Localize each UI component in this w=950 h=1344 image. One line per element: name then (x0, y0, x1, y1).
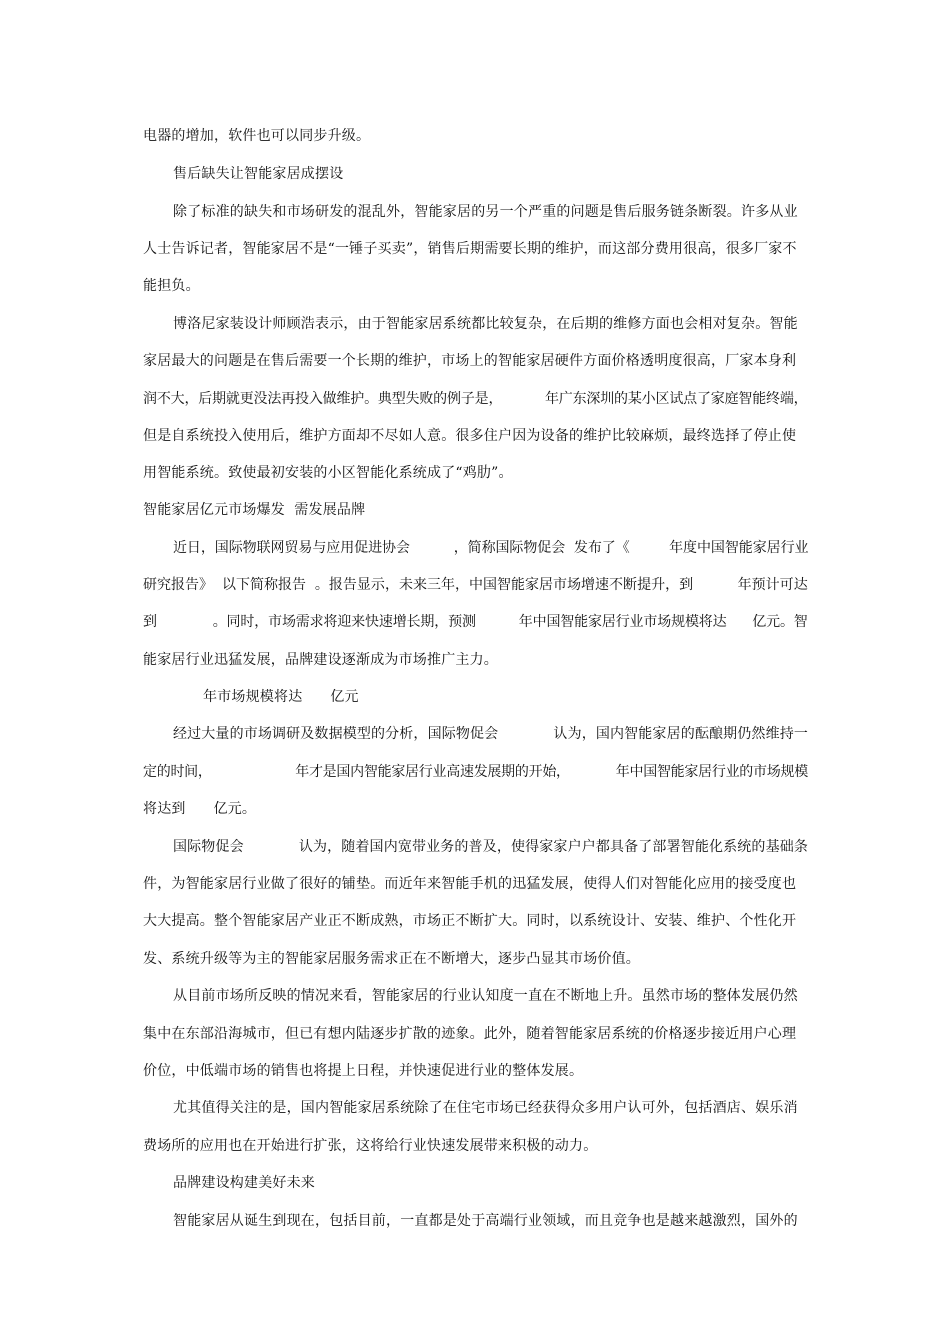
text-line: 能家居行业迅猛发展，品牌建设逐渐成为市场推广主力。 (143, 652, 498, 668)
text-line: 但是自系统投入使用后，维护方面却不尽如人意。很多住户因为设备的维护比较麻烦，最终选择了停止使 (143, 428, 797, 444)
text-line: 定的时间， 年才是国内智能家居行业高速发展期的开始， 年中国智能家居行业的市场规模 (143, 764, 808, 780)
text-line: 将达到 亿元。 (143, 801, 257, 817)
text-line: 人士告诉记者，智能家居不是“一锤子买卖”，销售后期需要长期的维护，而这部分费用很高，很多厂家不 (143, 241, 797, 257)
section-heading: 智能家居亿元市场爆发 需发展品牌 (143, 502, 366, 518)
text-line: 智能家居从诞生到现在，包括目前，一直都是处于高端行业领域，而且竞争也是越来越激烈，国外的 (173, 1213, 798, 1229)
text-line: 家居最大的问题是在售后需要一个长期的维护，市场上的智能家居硬件方面价格透明度很高，厂家本身利 (143, 353, 797, 369)
text-line: 经过大量的市场调研及数据模型的分析，国际物促会 认为，国内智能家居的酝酿期仍然维持一 (173, 726, 808, 742)
section-heading: 年市场规模将达 亿元 (203, 689, 359, 705)
text-line: 润不大，后期就更没法再投入做维护。典型失败的例子是， 年广东深圳的某小区试点了家庭智能终端， (143, 391, 808, 407)
text-line: 尤其值得关注的是，国内智能家居系统除了在住宅市场已经获得众多用户认可外，包括酒店、娱乐消 (173, 1100, 798, 1116)
text-line: 从目前市场所反映的情况来看，智能家居的行业认知度一直在不断地上升。虽然市场的整体发展仍然 (173, 988, 798, 1004)
text-line: 集中在东部沿海城市，但已有想内陆逐步扩散的迹象。此外，随着智能家居系统的价格逐步接近用户心理 (143, 1026, 797, 1042)
text-line: 研究报告》 以下简称报告 。报告显示，未来三年，中国智能家居市场增速不断提升，到 年预计可达 (143, 577, 808, 593)
text-line: 除了标准的缺失和市场研发的混乱外，智能家居的另一个严重的问题是售后服务链条断裂。许多从业 (173, 204, 798, 220)
text-line: 发、系统升级等为主的智能家居服务需求正在不断增大，逐步凸显其市场价值。 (143, 951, 640, 967)
text-line: 费场所的应用也在开始进行扩张，这将给行业快速发展带来积极的动力。 (143, 1138, 598, 1154)
section-heading: 售后缺失让智能家居成摆设 (173, 166, 344, 182)
text-line: 国际物促会 认为，随着国内宽带业务的普及，使得家家户户都具备了部署智能化系统的基础条 (173, 839, 808, 855)
text-line: 能担负。 (143, 278, 200, 294)
section-heading: 品牌建设构建美好未来 (173, 1175, 315, 1191)
text-line: 大大提高。整个智能家居产业正不断成熟，市场正不断扩大。同时，以系统设计、安装、维护、个性化开 (143, 913, 797, 929)
text-line: 价位，中低端市场的销售也将提上日程，并快速促进行业的整体发展。 (143, 1063, 584, 1079)
text-line: 近日，国际物联网贸易与应用促进协会 ，简称国际物促会 发布了《 年度中国智能家居行业 (173, 540, 809, 556)
text-line: 件，为智能家居行业做了很好的铺垫。而近年来智能手机的迅猛发展，使得人们对智能化应用的接受度也 (143, 876, 797, 892)
text-line: 到 。同时，市场需求将迎来快速增长期，预测 年中国智能家居行业市场规模将达 亿元。智 (143, 614, 808, 630)
text-line: 博洛尼家装设计师顾浩表示，由于智能家居系统都比较复杂，在后期的维修方面也会相对复杂。智能 (173, 316, 798, 332)
text-line: 用智能系统。致使最初安装的小区智能化系统成了“鸡肋”。 (143, 465, 513, 481)
text-line: 电器的增加，软件也可以同步升级。 (143, 128, 371, 144)
